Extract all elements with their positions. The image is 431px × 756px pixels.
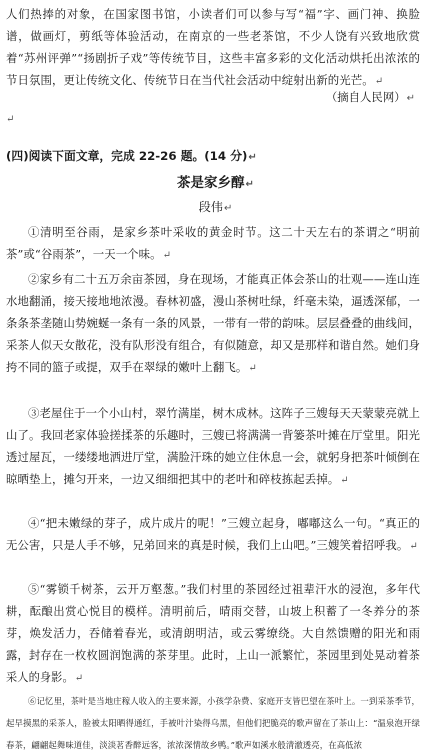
return-mark-icon: ↵: [223, 203, 233, 214]
source-line: [326, 88, 415, 108]
author-text: 段伟: [198, 200, 223, 214]
paragraph-4: [6, 512, 420, 558]
paragraph-6-text: ⑥记忆里，茶叶是当地庄稼人收入的主要来源，小孩学杂费、家庭开支皆巴望在茶叶上。一到采茶季节，起早摸黑的采茶人，脸被太阳晒得通红，手被叶汁染得乌黑，但他们把脆亮的歌声留在了茶山上：“温泉泡开绿春茶，翩翩起舞味道佳，淡淡茗香醉远客，浓浓深情故乡鸭。”歌声如溪水般清澈透亮，在高低浓: [6, 696, 420, 750]
return-mark-icon: ↵: [74, 673, 84, 684]
paragraph-1-text: ①清明至谷雨，是家乡茶叶采收的黄金时节。这二十天左右的茶谓之“明前茶”或“谷雨茶”，一天一个味。: [6, 225, 420, 261]
intro-text: 人们热捧的对象，在国家图书馆，小读者们可以参与写“福”字、画门神、换脸谱，做画灯，剪纸等体验活动，在南京的一些老茶馆，不少人饶有兴致地欣赏着“苏州评弹”“扬剧折子戏”等传统节目，这些丰富多彩的文化活动烘托出浓浓的节日氛围，更让传统文化、传统节日在当代社会活动中绽射出新的光芒。: [6, 7, 420, 87]
source-text: （摘自人民网）: [325, 90, 406, 104]
paragraph-4-text: ④“把未嫩绿的芽子，成片成片的呢！”三嫂立起身，嘟嘟这么一句。“真正的无公害，只是人手不够，兄弟回来的真是时候，我们上山吧。”三嫂笑着招呼我。: [6, 516, 420, 552]
article-title-text: 茶是家乡醇: [177, 175, 245, 191]
return-mark-icon: ↵: [406, 93, 415, 104]
return-mark-icon: ↵: [409, 541, 418, 552]
return-mark-icon: ↵: [374, 76, 384, 87]
paragraph-1: [6, 221, 420, 267]
paragraph-6: [6, 690, 420, 750]
return-mark-icon: ↵: [340, 475, 349, 486]
paragraph-5-text: ⑤“雾锁千树茶，云开万壑葱。”我们村里的茶园经过祖辈汗水的浸泡，多年代耕，酝酿出赏心悦目的模样。清明前后，晴雨交替，山坡上积蓄了一冬养分的茶芽，焕发活力，吞储着春光，或清朗明洁，或云雾缭绕。大自然馈赠的阳光和雨露，封存在一枚枚圆润饱满的茶芽里。此时，上山一派繁忙，茶园里到处晃动着茶采人的身影。: [6, 583, 420, 684]
return-mark-icon: ↵: [248, 363, 257, 374]
paragraph-3: [6, 402, 420, 492]
return-mark-icon: ↵: [6, 114, 15, 125]
intro-paragraph: [6, 3, 420, 93]
return-mark-icon: ↵: [162, 250, 172, 261]
section-heading: [6, 147, 257, 167]
return-mark-icon: ↵: [248, 152, 257, 163]
article-author: [0, 198, 431, 215]
paragraph-2-text: ②家乡有二十五万余亩茶园，身在现场，才能真正体会茶山的壮观——连山连水地翻涌，接天接地地浓漫。春林初盛，漫山茶树吐绿，纤毫未染，逼透深郁，一条条茶垄随山势婉蜒一条有一条的风景，一带有一带的韵味。层层叠叠的曲线间，采茶人似天女散花，没有队形没有组合，有似随意，却又是那样和谐自然。她们身挎不同的篮子或提，双手在翠绿的嫩叶上翻飞。: [6, 272, 420, 374]
paragraph-2: [6, 268, 420, 380]
paragraph-3-text: ③老屋住于一个小山村，翠竹满崖，树木成林。这阵子三嫂每天天蒙蒙亮就上山了。我回老家体验搓揉茶的乐趣时，三嫂已将满满一背篓茶叶摊在厅堂里。阳光透过屋瓦，一缕缕地洒进厅堂，满脸汗珠的她立住休息一会，就躬身把茶叶倾倒在晾晒垫上，摊匀开来，一边又细细把其中的老叶和碎枝拣起丢掉。: [6, 406, 420, 486]
return-mark-icon: ↵: [245, 179, 254, 190]
article-title: [0, 171, 431, 191]
paragraph-5: [6, 579, 420, 690]
section-heading-text: (四)阅读下面文章，完成 22-26 题。(14 分): [6, 149, 248, 163]
